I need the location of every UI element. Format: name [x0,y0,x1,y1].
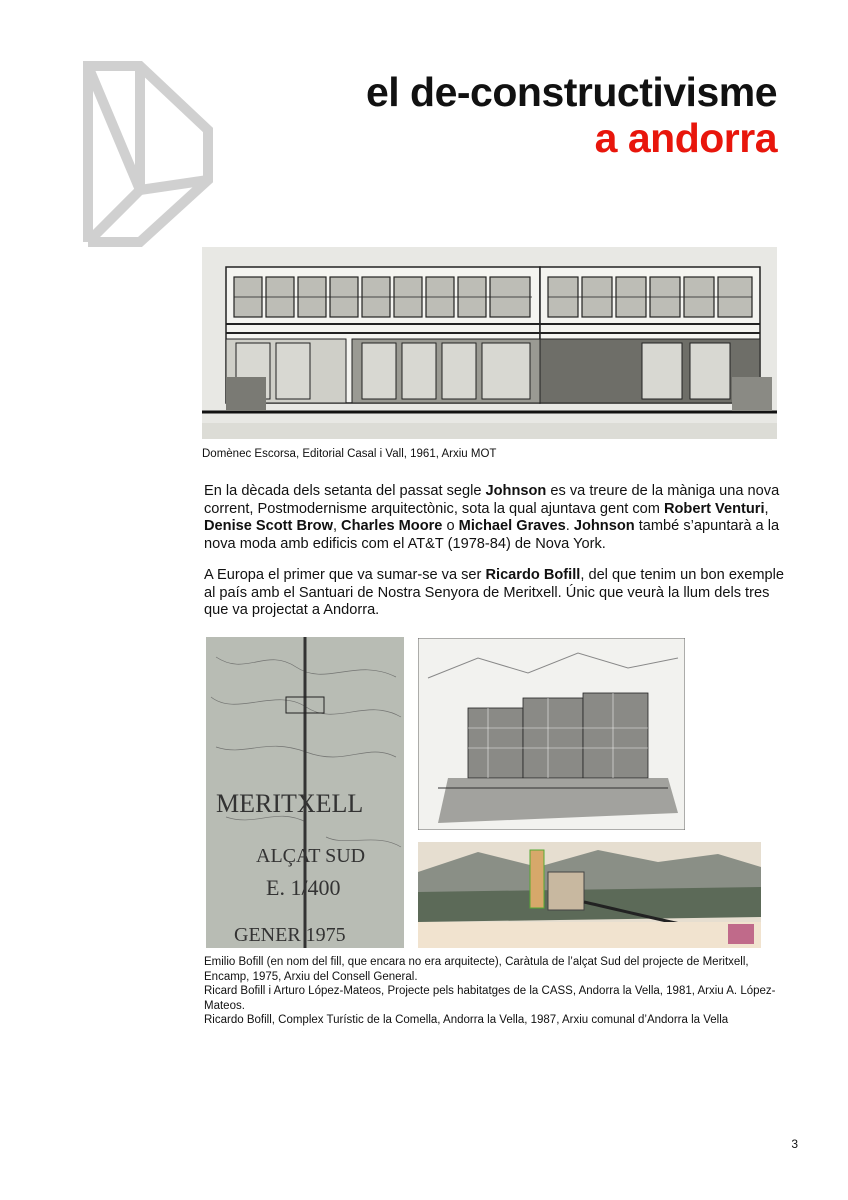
caption-meritxell: Emilio Bofill (en nom del fill, que encara no era arquitecte), Caràtula de l’alçat Sud del projecte de Meritxell, Encamp, 1975, Arxiu del Consell General. [204,956,749,983]
para1-run: Denise Scott Brow [204,518,333,535]
figure-comella-panorama [418,842,761,948]
figure2-captions [204,955,794,1028]
meritxell-label: MERITXELL [216,789,364,818]
caption-cass: Ricard Bofill i Arturo López-Mateos, Projecte pels habitatges de la CASS, Andorra la Vella, 1981, Arxiu A. López-Mateos. [204,985,776,1012]
figure-cass-sketch [418,638,685,830]
date-label: GENER 1975 [234,924,346,946]
logo-icon [82,60,214,248]
para1-run: Johnson [485,483,547,499]
para1-run: . [565,518,574,535]
comella-panorama-drawing [418,842,761,948]
figure1-caption: Domènec Escorsa, Editorial Casal i Vall, 1961, Arxiu MOT [202,448,497,460]
page-number: 3 [791,1137,798,1151]
page-title [366,70,777,162]
title-line-2: a andorra [594,115,777,161]
para1-run: , [764,500,769,517]
para1-run: Michael Graves [458,518,566,535]
scale-label: E. 1/400 [266,875,341,900]
figure-building-elevation [202,247,777,439]
body-paragraph-2 [204,567,794,620]
cass-sketch-drawing [418,638,685,830]
title-line-1: el de-constructivisme [365,69,777,115]
para2-run: Ricardo Bofill [485,567,581,583]
para1-run: Robert Venturi [663,500,765,517]
para1-run: es va treure de la màniga una nova corrent, Postmodernisme arquitectònic, sota la qual ajuntava gent com [204,483,780,517]
para2-run: A Europa el primer que va sumar-se va ser [204,567,486,583]
para1-run: En la dècada dels setanta del passat segle [204,483,486,499]
para1-run: també s’apuntarà a la nova moda amb edificis com el AT&T (1978-84) de Nova York. [204,518,780,552]
figure-meritxell-cover [206,637,404,948]
caption-comella: Ricardo Bofill, Complex Turístic de la Comella, Andorra la Vella, 1987, Arxiu comunal d’Andorra la Vella [204,1014,729,1026]
para1-run: Johnson [573,518,635,535]
para2-run: , del que tenim un bon exemple al país amb el Santuari de Nostra Senyora de Meritxell. Únic que veurà la llum dels tres que va projectat a Andorra. [204,567,784,619]
building-elevation-drawing [202,247,777,439]
para1-run: o [442,518,459,535]
meritxell-cover-drawing [206,637,404,948]
para1-run: , [332,518,342,535]
elevation-label: ALÇAT SUD [256,845,366,867]
body-paragraph-1 [204,483,794,553]
para1-run: Charles Moore [341,518,443,535]
